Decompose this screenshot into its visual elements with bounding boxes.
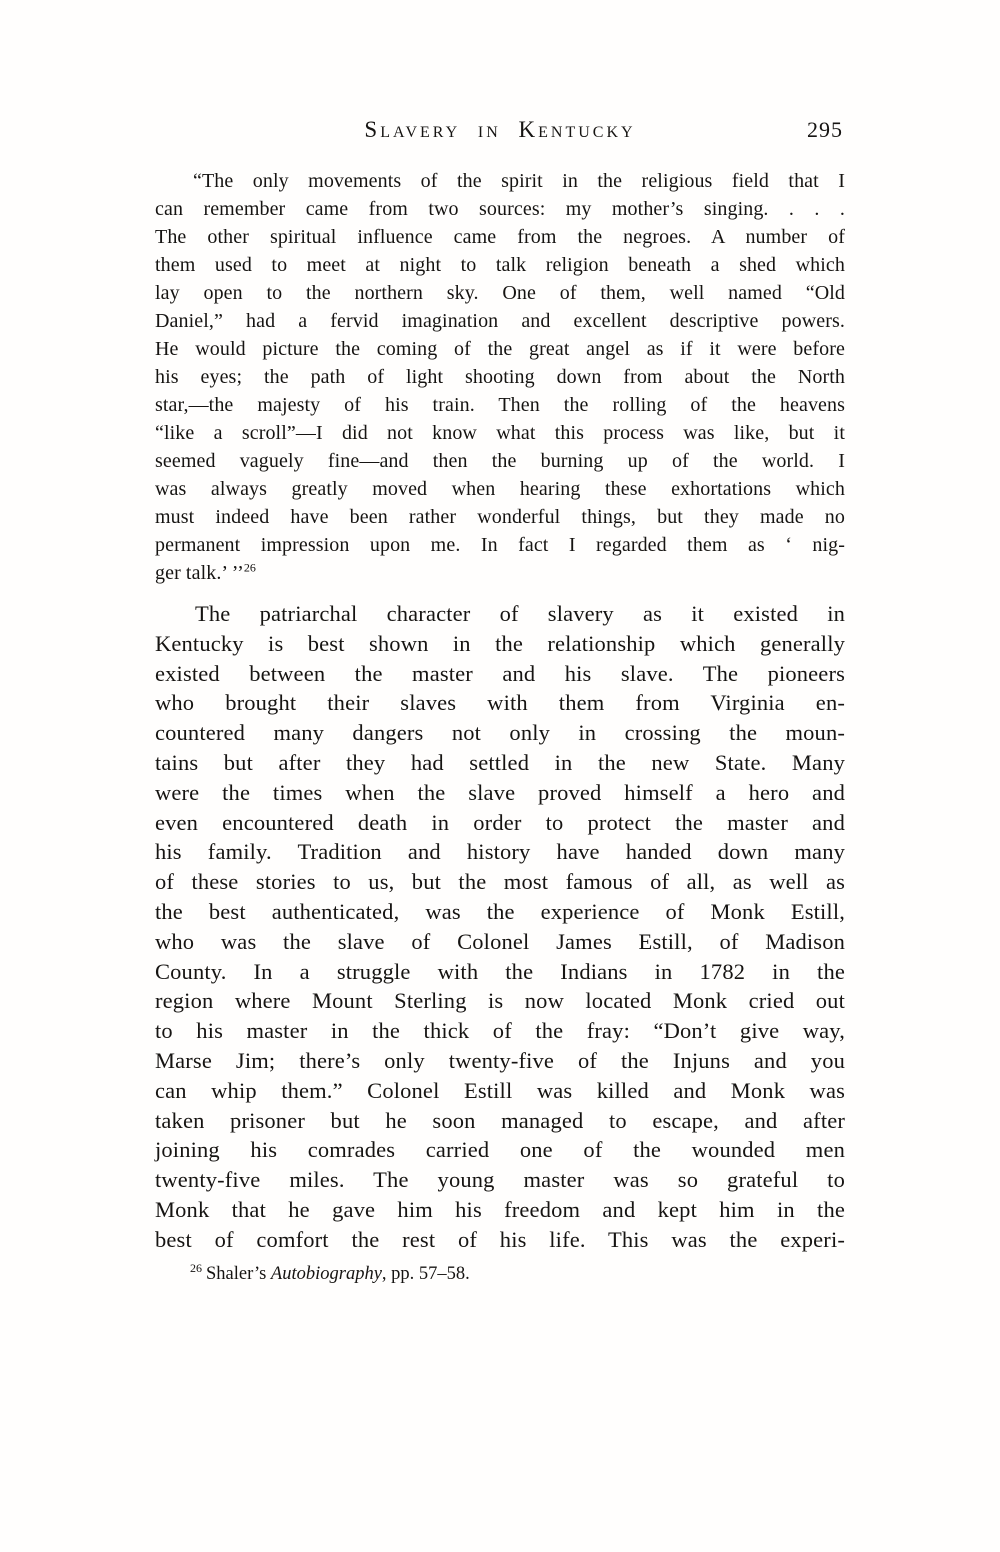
footnote-marker: 26 xyxy=(190,1260,202,1275)
body-text-line: tains but after they had settled in the new State. Many xyxy=(155,749,845,775)
quote-text-line: The other spiritual influence came from the negroes. A number of xyxy=(155,226,845,248)
body-text-line: best of comfort the rest of his life. This was the experi- xyxy=(155,1226,845,1252)
quote-text-line: seemed vaguely fine—and then the burning up of the world. I xyxy=(155,450,845,472)
body-text-line: Kentucky is best shown in the relationship which generally xyxy=(155,630,845,656)
body-text-line: The patriarchal character of slavery as it existed in xyxy=(195,601,845,626)
footnote-reference: 26 xyxy=(243,560,256,575)
body-text-line: to his master in the thick of the fray: “Don’t give way, xyxy=(155,1018,845,1044)
quote-text-line: permanent impression upon me. In fact I regarded them as ‘ nig- xyxy=(155,534,845,556)
main-paragraph xyxy=(155,599,845,1255)
body-text-line: can whip them.” Colonel Estill was killed and Monk was xyxy=(155,1077,845,1103)
quote-text-line: star,—the majesty of his train. Then the rolling of the heavens xyxy=(155,394,845,416)
body-text-line: Monk that he gave him his freedom and kept him in the xyxy=(155,1196,845,1222)
block-quote xyxy=(155,167,845,587)
body-text-line: region where Mount Sterling is now located Monk cried out xyxy=(155,988,845,1014)
quote-last-line xyxy=(155,559,845,587)
body-text-line: taken prisoner but he soon managed to escape, and after xyxy=(155,1107,845,1133)
quote-text-line: them used to meet at night to talk religion beneath a shed which xyxy=(155,254,845,276)
footnote-text-pre: Shaler’s xyxy=(206,1264,271,1284)
body-text-line: were the times when the slave proved himself a hero and xyxy=(155,779,845,805)
footnote-work-title: Autobiography xyxy=(270,1264,382,1284)
page-number: 295 xyxy=(807,117,843,142)
quote-text-line: “The only movements of the spirit in the religious field that I xyxy=(193,170,845,192)
body-text-line: who brought their slaves with them from Virginia en- xyxy=(155,690,845,716)
body-text-line: of these stories to us, but the most famous of all, as well as xyxy=(155,869,845,895)
quote-text-line: his eyes; the path of light shooting down from about the North xyxy=(155,366,845,388)
quote-text-line: was always greatly moved when hearing these exhortations which xyxy=(155,478,845,500)
quote-text-line: can remember came from two sources: my mother’s singing. . . . xyxy=(155,198,845,220)
footnote xyxy=(190,1262,845,1286)
quote-text-line: He would picture the coming of the great angel as if it were before xyxy=(155,338,845,360)
body-text-line: Marse Jim; there’s only twenty-five of the Injuns and you xyxy=(155,1047,845,1073)
footnote-text-post: , pp. 57–58. xyxy=(381,1264,470,1284)
body-text-line: the best authenticated, was the experience of Monk Estill, xyxy=(155,898,845,924)
body-text-line: who was the slave of Colonel James Estill, of Madison xyxy=(155,928,845,954)
body-text-line: twenty-five miles. The young master was so grateful to xyxy=(155,1167,845,1193)
page-header xyxy=(155,116,845,146)
quote-text-line: lay open to the northern sky. One of them, well named “Old xyxy=(155,282,845,304)
body-text-line: County. In a struggle with the Indians in 1782 in the xyxy=(155,958,845,984)
quote-text-line: Daniel,” had a fervid imagination and excellent descriptive powers. xyxy=(155,310,845,332)
body-text-line: his family. Tradition and history have handed down many xyxy=(155,839,845,865)
body-text-line: joining his comrades carried one of the wounded men xyxy=(155,1137,845,1163)
body-text-line: even encountered death in order to protect the master and xyxy=(155,809,845,835)
quote-last-line-text: ger talk.’ ’’ xyxy=(155,562,244,584)
quote-text-line: must indeed have been rather wonderful things, but they made no xyxy=(155,506,845,528)
body-text-line: existed between the master and his slave. The pioneers xyxy=(155,660,845,686)
body-text-line: countered many dangers not only in crossing the moun- xyxy=(155,720,845,746)
running-head-title: Slavery in Kentucky xyxy=(364,117,636,142)
quote-text-line: “like a scroll”—I did not know what this process was like, but it xyxy=(155,422,845,444)
